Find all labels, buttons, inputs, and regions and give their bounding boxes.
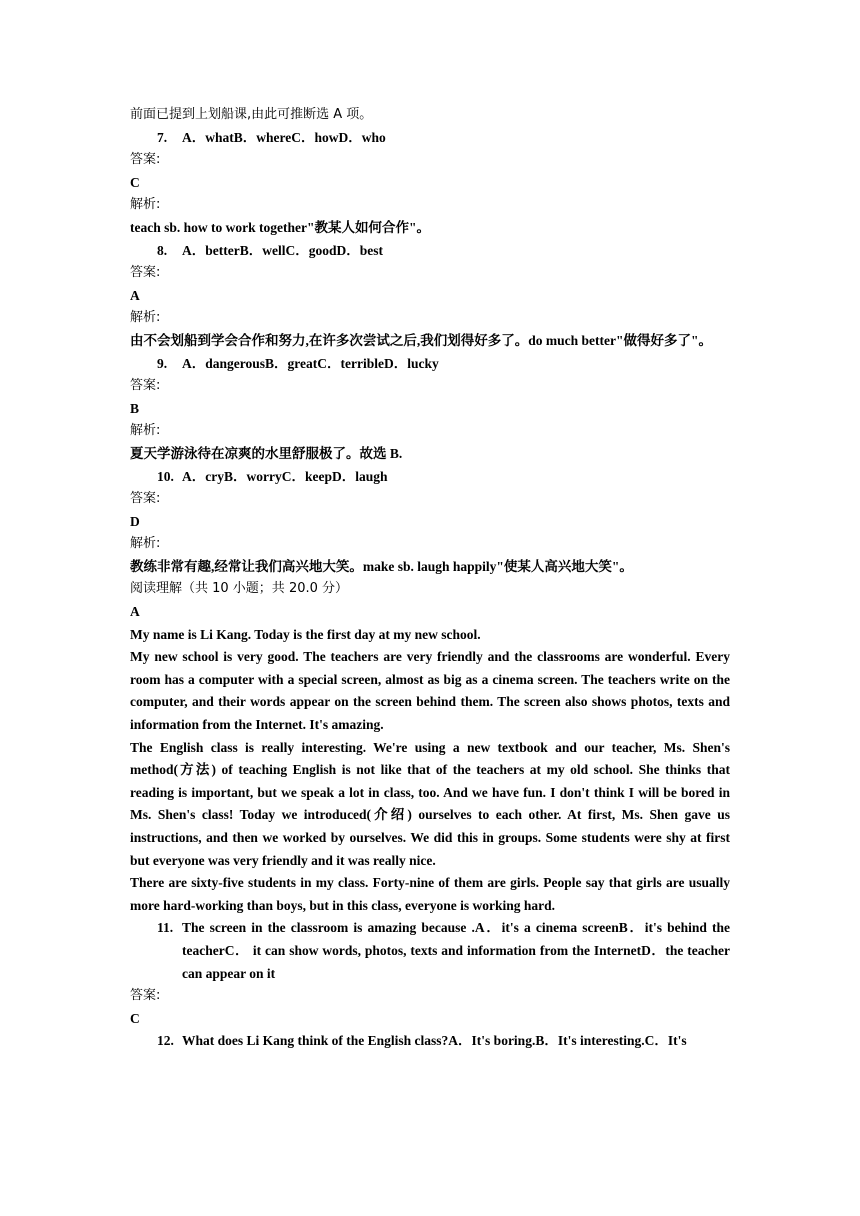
- answer-value: A: [130, 287, 140, 303]
- answer-value: D: [130, 513, 140, 529]
- answer-label: 答案:: [130, 988, 161, 1004]
- explanation-text: 夏天学游泳待在凉爽的水里舒服极了。故选 B.: [130, 445, 403, 461]
- answer-label: 答案:: [130, 152, 161, 168]
- answer-value: C: [130, 1010, 140, 1026]
- question-options: A．betterB．wellC．goodD．best: [182, 242, 383, 258]
- explanation-text: 由不会划船到学会合作和努力,在许多次尝试之后,我们划得好多了。do much better"做得好多了"。: [130, 332, 712, 348]
- analysis-label: 解析:: [130, 197, 161, 213]
- question-options: A．whatB．whereC．howD．who: [182, 129, 386, 145]
- document-page: [130, 104, 730, 1053]
- answer-label: 答案:: [130, 378, 161, 394]
- question-options: A．dangerousB．greatC．terribleD．lucky: [182, 355, 439, 371]
- question-options: A．cryB．worryC．keepD．laugh: [182, 468, 388, 484]
- question-number: 12.: [157, 1033, 174, 1049]
- question-number: 11.: [157, 920, 174, 936]
- answer-value: B: [130, 400, 140, 416]
- passage-paragraph: My name is Li Kang. Today is the first day at my new school.: [130, 626, 481, 642]
- passage-label: A: [130, 604, 140, 620]
- analysis-label: 解析:: [130, 310, 161, 326]
- passage-paragraph: The English class is really interesting. We're using a new textbook and our teacher, Ms. Shen's method(方法) of teaching English is not like that of the teachers at my old school. She thinks that reading is important, but we speak a lot in class, too. And we have fun. I don't think I will be bored in Ms. Shen's class! Today we introduced(介绍) ourselves to each other. At first, Ms. Shen gave us instructions, and then we worked by ourselves. We did this in groups. Some students were shy at first but everyone was very friendly and it was really nice.: [130, 739, 730, 868]
- explanation-text: teach sb. how to work together"教某人如何合作"。: [130, 219, 430, 235]
- explanation-text: 前面已提到上划船课,由此可推断选 A 项。: [130, 107, 373, 122]
- question-text: The screen in the classroom is amazing because .A．it's a cinema screenB．it's behind the teacherC． it can show words, photos, texts and information from the InternetD．the teacher can appear on it: [182, 920, 730, 981]
- question-7: [130, 127, 730, 150]
- explanation-text: 教练非常有趣,经常让我们高兴地大笑。make sb. laugh happily"使某人高兴地大笑"。: [130, 558, 633, 574]
- passage-paragraph: There are sixty-five students in my class. Forty-nine of them are girls. People say that girls are usually more hard-working than boys, but in this class, everyone is working hard.: [130, 875, 730, 913]
- analysis-label: 解析:: [130, 536, 161, 552]
- question-number: 10.: [157, 468, 174, 484]
- passage-paragraph: My new school is very good. The teachers are very friendly and the classrooms are wonderful. Every room has a computer with a special screen, almost as big as a cinema screen. The teachers write on the computer, and their words appear on the screen behind them. The screen also shows photos, texts and information from the Internet. It's amazing.: [130, 649, 730, 733]
- answer-label: 答案:: [130, 491, 161, 507]
- question-12: [130, 1030, 732, 1053]
- question-number: 7.: [157, 129, 168, 145]
- section-title: 阅读理解（共 10 小题；共 20.0 分）: [130, 581, 349, 597]
- question-8: [130, 240, 730, 263]
- question-text: What does Li Kang think of the English class?A．It's boring.B．It's interesting.C．It's: [182, 1033, 687, 1049]
- question-number: 9.: [157, 355, 168, 371]
- answer-label: 答案:: [130, 265, 161, 281]
- question-10: [130, 466, 730, 489]
- answer-value: C: [130, 174, 140, 190]
- question-9: [130, 353, 730, 376]
- question-11: [130, 917, 730, 985]
- question-number: 8.: [157, 242, 168, 258]
- analysis-label: 解析:: [130, 423, 161, 439]
